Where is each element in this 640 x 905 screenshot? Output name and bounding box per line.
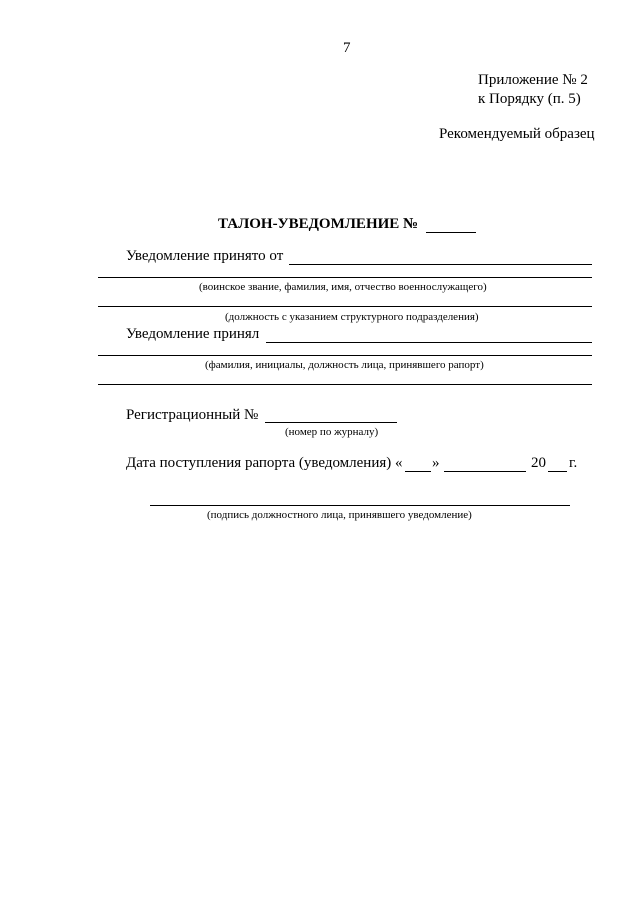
date-year-line[interactable] <box>548 471 567 472</box>
date-month-line[interactable] <box>444 471 526 472</box>
date-day-line[interactable] <box>405 471 431 472</box>
accepted-by-caption: (фамилия, инициалы, должность лица, принявшего рапорт) <box>205 359 484 371</box>
registration-line[interactable] <box>265 422 397 423</box>
date-year-prefix: 20 <box>531 455 546 471</box>
received-from-line[interactable] <box>289 264 592 265</box>
title-number-line <box>426 232 476 233</box>
date-year-suffix: г. <box>569 455 578 471</box>
registration-caption: (номер по журналу) <box>285 426 379 438</box>
order-reference: к Порядку (п. 5) <box>478 91 581 107</box>
accepted-by-line-3[interactable] <box>98 384 592 385</box>
accepted-by-line[interactable] <box>266 342 592 343</box>
received-from-line-2[interactable] <box>98 277 592 278</box>
sample-label: Рекомендуемый образец <box>439 126 595 142</box>
position-line[interactable] <box>98 306 592 307</box>
document-title: ТАЛОН-УВЕДОМЛЕНИЕ № <box>218 216 419 232</box>
accepted-by-line-2[interactable] <box>98 355 592 356</box>
signature-line[interactable] <box>150 505 570 506</box>
position-caption: (должность с указанием структурного подразделения) <box>225 311 479 323</box>
registration-label: Регистрационный № <box>126 407 259 423</box>
appendix-label: Приложение № 2 <box>478 72 588 88</box>
received-from-caption: (воинское звание, фамилия, имя, отчество военнослужащего) <box>199 281 487 293</box>
date-label: Дата поступления рапорта (уведомления) « <box>126 455 403 471</box>
date-quote-close: » <box>432 455 440 471</box>
received-from-label: Уведомление принято от <box>126 248 284 264</box>
accepted-by-label: Уведомление принял <box>126 326 260 342</box>
signature-caption: (подпись должностного лица, принявшего уведомление) <box>207 509 472 521</box>
page-number: 7 <box>343 40 351 56</box>
